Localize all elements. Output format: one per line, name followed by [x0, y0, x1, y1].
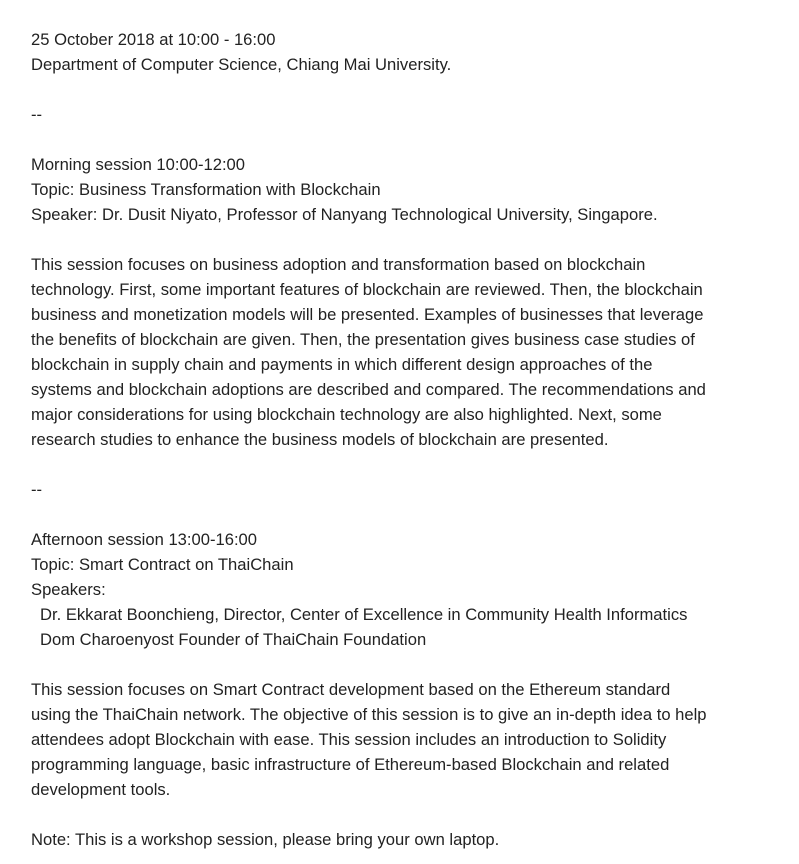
- paragraph-line: technology. First, some important features of blockchain are reviewed. Then, the blockchain: [31, 280, 703, 299]
- spacer: [31, 652, 771, 677]
- paragraph-line: research studies to enhance the business models of blockchain are presented.: [31, 430, 609, 449]
- paragraph-line: systems and blockchain adoptions are described and compared. The recommendations and: [31, 380, 706, 399]
- spacer: [31, 77, 771, 102]
- event-venue: Department of Computer Science, Chiang Mai University.: [31, 55, 452, 74]
- spacer: [31, 452, 771, 477]
- separator: --: [31, 105, 43, 124]
- separator: --: [31, 480, 43, 499]
- paragraph-line: using the ThaiChain network. The objective of this session is to give an in-depth idea to help: [31, 705, 707, 724]
- morning-description: [31, 252, 771, 452]
- workshop-note: Note: This is a workshop session, please bring your own laptop.: [31, 830, 500, 849]
- morning-session-title: Morning session 10:00-12:00: [31, 155, 246, 174]
- paragraph-line: This session focuses on Smart Contract development based on the Ethereum standard: [31, 680, 671, 699]
- afternoon-description: [31, 677, 771, 802]
- afternoon-speaker: Dr. Ekkarat Boonchieng, Director, Center of Excellence in Community Health Informatics: [40, 605, 688, 624]
- paragraph-line: business and monetization models will be presented. Examples of businesses that leverage: [31, 305, 704, 324]
- afternoon-speaker: Dom Charoenyost Founder of ThaiChain Foundation: [40, 630, 427, 649]
- spacer: [31, 227, 771, 252]
- paragraph-line: programming language, basic infrastructure of Ethereum-based Blockchain and related: [31, 755, 670, 774]
- afternoon-speakers-label: Speakers:: [31, 580, 106, 599]
- paragraph-line: major considerations for using blockchain technology are also highlighted. Next, some: [31, 405, 662, 424]
- afternoon-topic: Topic: Smart Contract on ThaiChain: [31, 555, 294, 574]
- event-date-time: 25 October 2018 at 10:00 - 16:00: [31, 30, 276, 49]
- paragraph-line: the benefits of blockchain are given. Then, the presentation gives business case studies of: [31, 330, 695, 349]
- paragraph-line: attendees adopt Blockchain with ease. This session includes an introduction to Solidity: [31, 730, 667, 749]
- paragraph-line: blockchain in supply chain and payments in which different design approaches of the: [31, 355, 653, 374]
- paragraph-line: development tools.: [31, 780, 171, 799]
- spacer: [31, 127, 771, 152]
- paragraph-line: This session focuses on business adoption and transformation based on blockchain: [31, 255, 646, 274]
- morning-speaker: Speaker: Dr. Dusit Niyato, Professor of Nanyang Technological University, Singapore.: [31, 205, 658, 224]
- afternoon-session-title: Afternoon session 13:00-16:00: [31, 530, 258, 549]
- spacer: [31, 802, 771, 827]
- morning-topic: Topic: Business Transformation with Blockchain: [31, 180, 381, 199]
- spacer: [31, 502, 771, 527]
